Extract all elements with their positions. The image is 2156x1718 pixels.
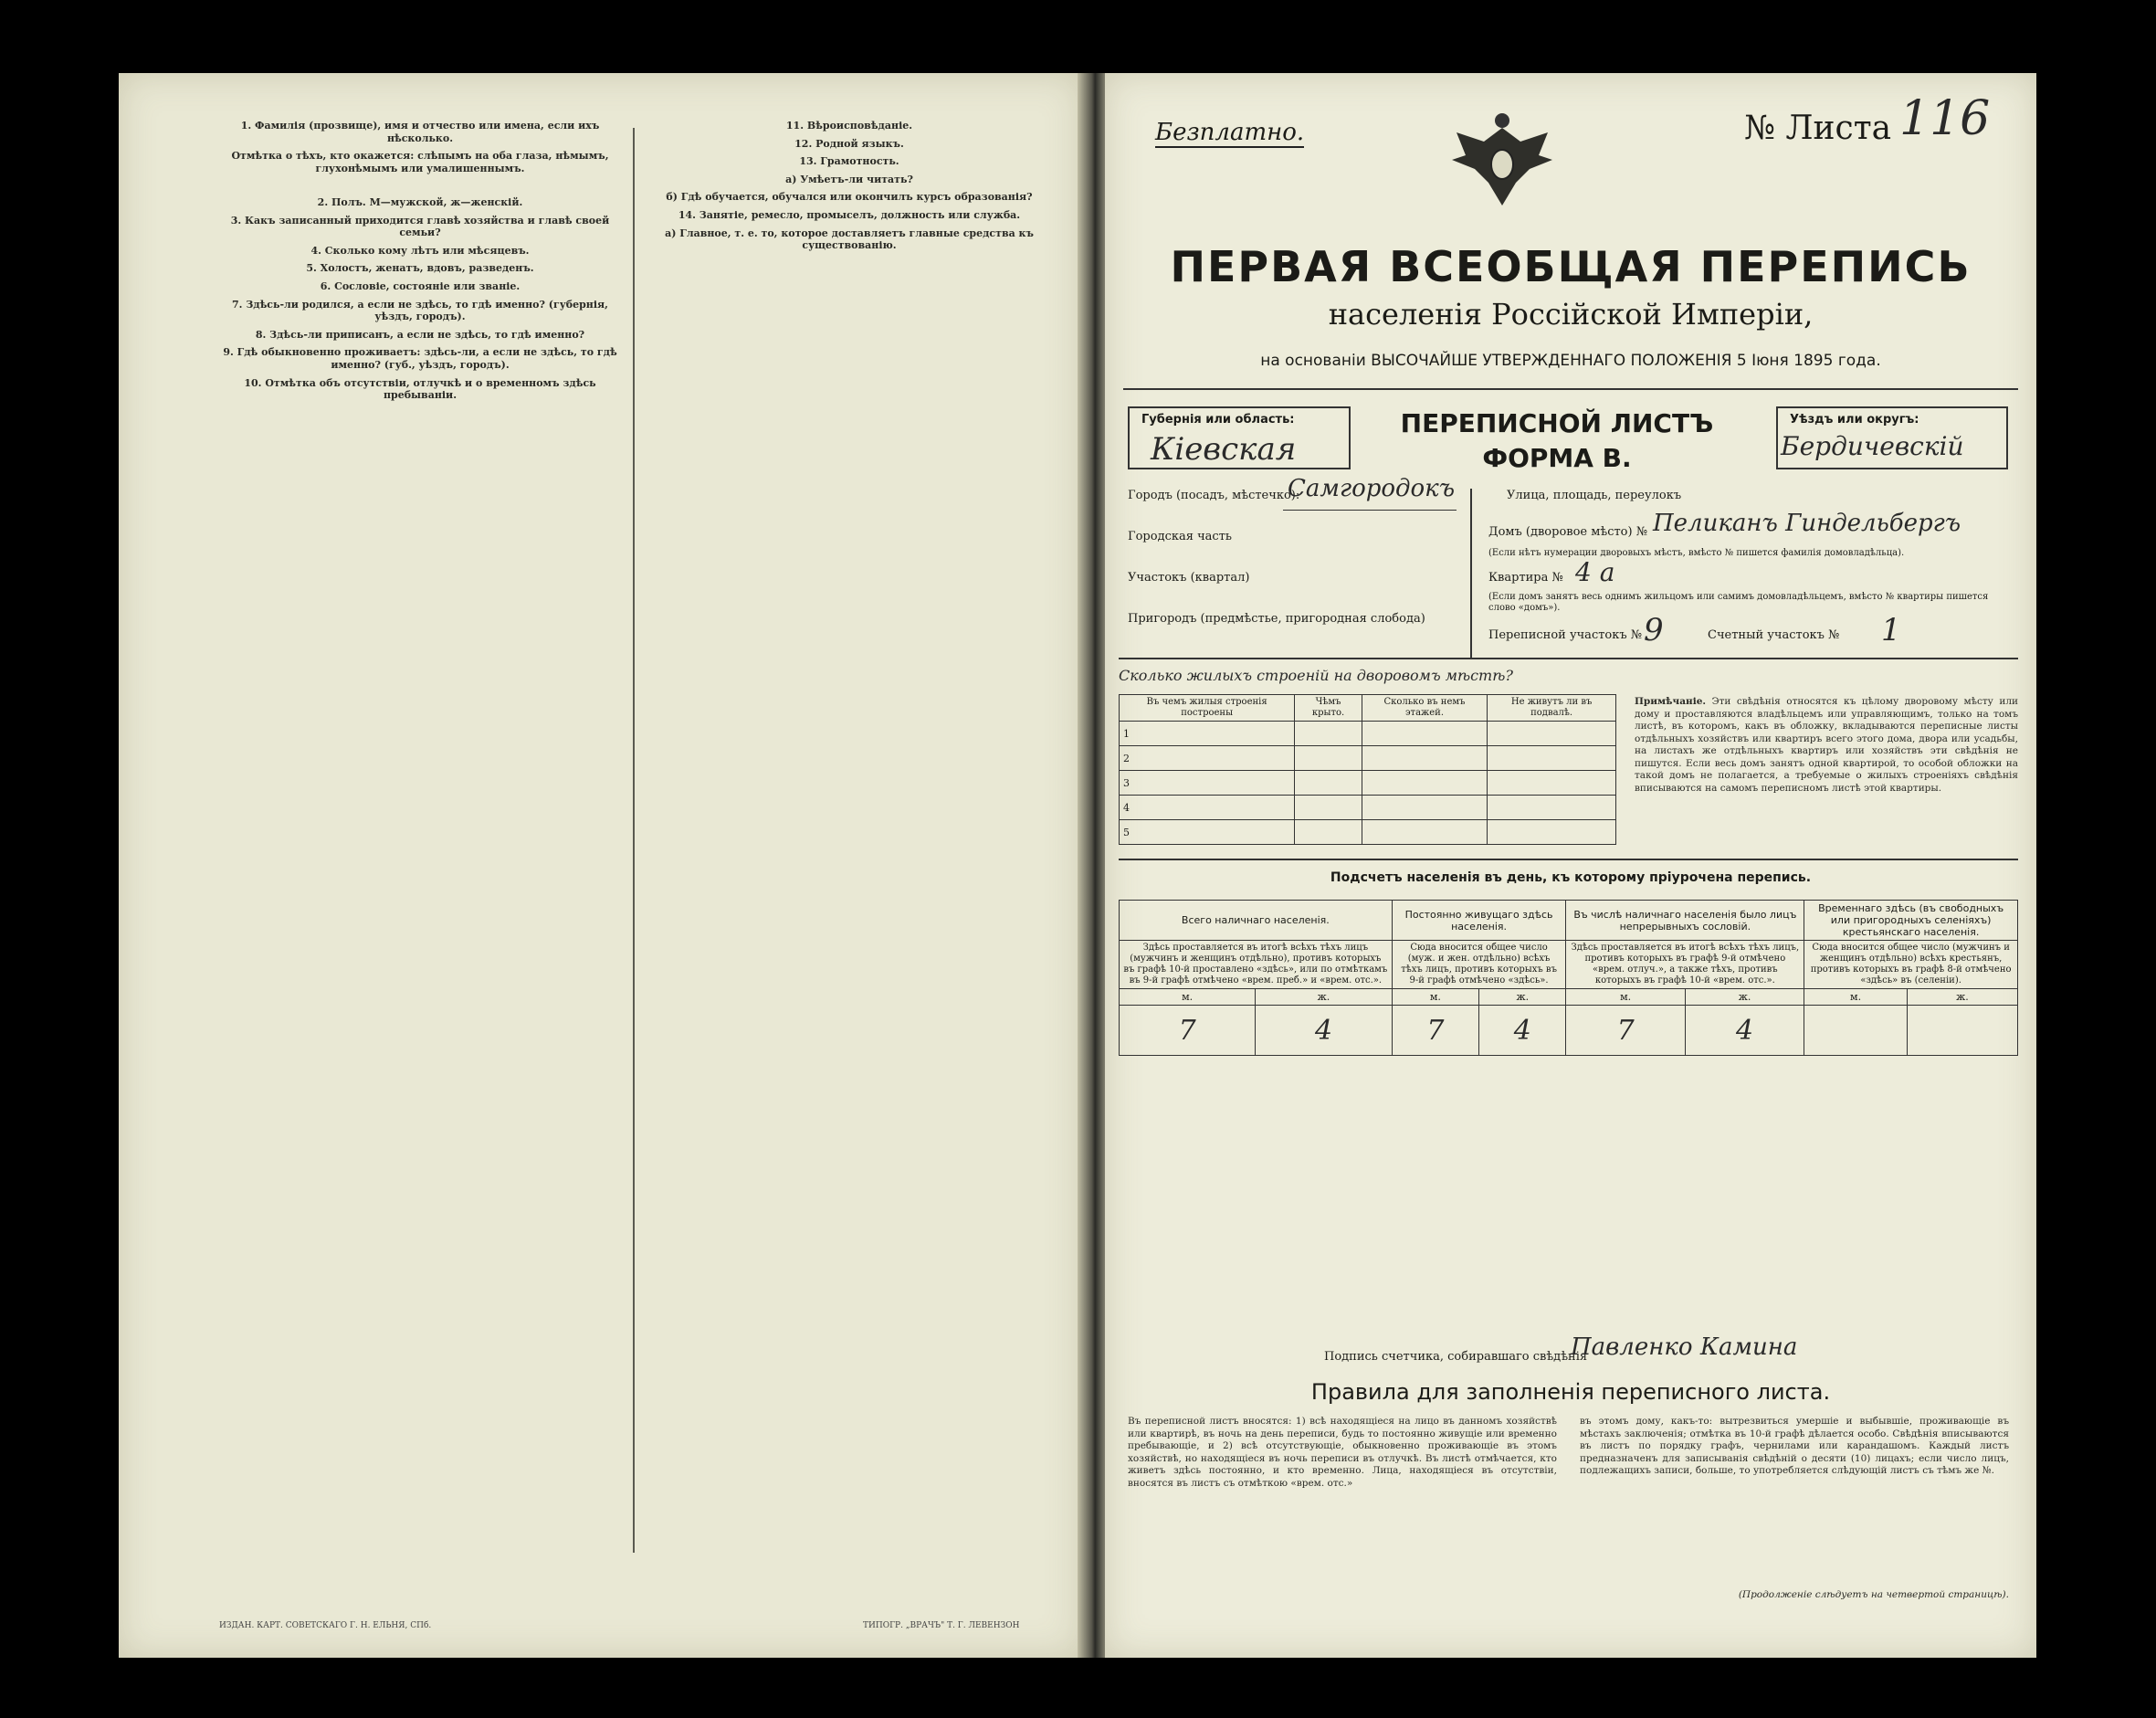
town-label: Городъ (посадъ, мѣстечко):: [1128, 489, 1300, 502]
printer-imprint-right: ТИПОГР. „ВРАЧЪ" Т. Г. ЛЕВЕНЗОН: [863, 1621, 1020, 1630]
instruction-heading-5: 5. Холостъ, женатъ, вдовъ, разведенъ.: [306, 262, 534, 275]
count-desc-permanent: Сюда вносится общее число (муж. и жен. отдѣльно) всѣхъ тѣхъ лицъ, противъ которыхъ въ 9-й графѣ отмѣчено «здѣсь».: [1392, 941, 1566, 989]
census-section-label: Переписной участокъ №: [1488, 628, 1643, 642]
instruction-heading-7: 7. Здѣсь-ли родился, а если не здѣсь, то гдѣ именно? (губернія, уѣздъ, городъ).: [232, 298, 608, 323]
divider: [1119, 658, 2018, 659]
count-header-permanent: Постоянно живущаго здѣсь населенія.: [1392, 901, 1566, 941]
instruction-heading-13a: а) Умѣетъ-ли читать?: [785, 173, 913, 185]
count-header-estates: Въ числѣ наличнаго населенія было лицъ непрерывныхъ сословій.: [1566, 901, 1804, 941]
city-part-label: Городская часть: [1128, 530, 1232, 543]
count-header-total: Всего наличнаго населенія.: [1120, 901, 1393, 941]
form-title: [1365, 406, 1749, 476]
sex-label: ж.: [1256, 989, 1392, 1006]
field-divider: [1470, 489, 1472, 658]
province-value: Кіевская: [1151, 431, 1297, 468]
suburb-label: Пригородъ (предмѣстье, пригородная слобода): [1128, 612, 1425, 626]
instruction-heading-10: 10. Отмѣтка объ отсутствіи, отлучкѣ и о временномъ здѣсь пребываніи.: [244, 376, 596, 402]
table-row: 1: [1120, 722, 1295, 746]
count-value: 7: [1120, 1006, 1256, 1056]
buildings-question: Сколько жилыхъ строеній на дворовомъ мѣстѣ?: [1119, 667, 1513, 684]
sex-label: ж.: [1479, 989, 1566, 1006]
buildings-note: [1635, 696, 2018, 795]
house-label: Домъ (дворовое мѣсто) №: [1488, 525, 1648, 539]
sex-label: ж.: [1907, 989, 2017, 1006]
table-row: 3: [1120, 771, 1295, 796]
form-title-line-1: ПЕРЕПИСНОЙ ЛИСТЪ: [1400, 408, 1714, 438]
population-count-table: [1119, 900, 2018, 1056]
form-title-line-2: ФОРМА В.: [1482, 443, 1632, 473]
note-text: Эти свѣдѣнія относятся къ цѣлому дворовому мѣсту или дому и проставляются владѣльцемъ или управляющимъ, только на томъ листѣ, въ которомъ, какъ въ обложку, вкладываются переписные листы отдѣльныхъ хозяйствъ или квартиръ всего этого дома, двора или усадьбы, на листахъ же отдѣльныхъ квартиръ или хозяйствъ эти свѣдѣнія не пишутся. Если весь домъ занятъ одной квартирой, то особой обложки на такой домъ не полагается, а требуемые о жилыхъ строеніяхъ свѣдѣнія вписываются на самомъ переписномъ листѣ этой квартиры.: [1635, 696, 2019, 794]
open-book: [119, 73, 2036, 1658]
count-value: 4: [1685, 1006, 1804, 1056]
count-value: [1907, 1006, 2017, 1056]
count-desc-estates: Здѣсь проставляется въ итогѣ всѣхъ тѣхъ лицъ, противъ которыхъ въ графѣ 9-й отмѣчено «врем. отлуч.», а также тѣхъ, противъ которыхъ въ графѣ 10-й «врем. отс.».: [1566, 941, 1804, 989]
table-row: 2: [1120, 746, 1295, 771]
left-page-instructions: [119, 73, 1082, 1658]
count-desc-total: Здѣсь проставляется въ итогѣ всѣхъ тѣхъ лицъ (мужчинъ и женщинъ отдѣльно), противъ которыхъ въ графѣ 10-й проставлено «здѣсь», или по отмѣткамъ въ 9-й графѣ отмѣчено «врем. преб.» и «врем. отс.».: [1120, 941, 1393, 989]
instruction-heading-14a: а) Главное, т. е. то, которое доставляетъ главные средства къ существованію.: [665, 227, 1034, 252]
buildings-header-roof: Чѣмъ крыто.: [1295, 695, 1362, 722]
instruction-heading-13: 13. Грамотность.: [799, 155, 899, 168]
instruction-heading-2: 2. Полъ. М—мужской, ж—женскій.: [317, 195, 523, 208]
imperial-eagle-emblem-icon: [1447, 110, 1557, 210]
sheet-number-label: № Листа: [1744, 110, 1892, 147]
instructions-column-1: [219, 114, 621, 406]
divider: [1123, 388, 2018, 390]
district-label: Уѣздъ или округъ:: [1790, 413, 1919, 427]
instruction-heading-9: 9. Гдѣ обыкновенно проживаетъ: здѣсь-ли, а если не здѣсь, то гдѣ именно? (губ., уѣздъ, городъ).: [223, 346, 617, 371]
right-page-census-form: [1105, 73, 2036, 1658]
apartment-note: (Если домъ занятъ весь однимъ жильцомъ или самимъ домовладѣльцемъ, вмѣсто № квартиры пишется слово «домъ»).: [1488, 592, 1989, 613]
buildings-header-material: Въ чемъ жилыя строенія построены: [1120, 695, 1295, 722]
sex-label: м.: [1120, 989, 1256, 1006]
underline: [1283, 510, 1457, 511]
rules-column-1: Въ переписной листъ вносятся: 1) всѣ находящіеся на лицо въ данномъ хозяйствѣ или квартирѣ, въ ночь на день переписи, будь то постоянно живущіе или временно пребывающіе, и 2) всѣ отсутствующіе, обыкновенно проживающіе въ этомъ хозяйствѣ, но находящіеся въ ночь переписи въ отлучкѣ. Въ листѣ отмѣчается, кто живетъ здѣсь постоянно, и кто временно. Лица, находящіеся въ отсутствіи, вносятся въ листъ съ отмѣткою «врем. отс.»: [1128, 1416, 1557, 1489]
legal-basis: на основаніи ВЫСОЧАЙШЕ УТВЕРЖДЕННАГО ПОЛОЖЕНІЯ 5 Іюня 1895 года.: [1260, 352, 1881, 370]
printer-imprint: ИЗДАН. КАРТ. СОВЕТСКАГО Г. Н. ЕЛЬНЯ, СПб.: [219, 1621, 432, 1630]
count-value: 4: [1479, 1006, 1566, 1056]
buildings-header-basement: Не живутъ ли въ подвалѣ.: [1488, 695, 1616, 722]
instruction-heading-14: 14. Занятіе, ремесло, промыселъ, должность или служба.: [678, 208, 1021, 221]
count-value: [1804, 1006, 1908, 1056]
instruction-heading-13b: б) Гдѣ обучается, обучался или окончилъ курсъ образованія?: [666, 191, 1033, 204]
sex-label: м.: [1392, 989, 1478, 1006]
instruction-heading-4: 4. Сколько кому лѣтъ или мѣсяцевъ.: [310, 244, 530, 257]
count-value: 4: [1256, 1006, 1392, 1056]
rules-column-2: въ этомъ дому, какъ-то: вытрезвиться умершіе и выбывшіе, проживающіе въ мѣстахъ заключенія; отмѣтка въ 10-й графѣ дѣлается особо. Свѣдѣнія вписываются въ листъ по порядку графъ, чернилами или карандашомъ. Каждый листъ предназначенъ для записыванія свѣдѣній о десяти (10) лицахъ; если число лицъ, подлежащихъ записи, больше, то употребляется слѣдующій листъ съ тѣмъ же №.: [1580, 1416, 2009, 1476]
district-value: Бердичевскій: [1781, 431, 1964, 461]
instruction-heading-11: 11. Вѣроисповѣданіе.: [785, 120, 913, 132]
instruction-heading-12: 12. Родной языкъ.: [794, 137, 904, 150]
count-value: 7: [1392, 1006, 1478, 1056]
sex-label: м.: [1804, 989, 1908, 1006]
column-divider: [633, 128, 635, 1553]
house-note: (Если нѣтъ нумерации дворовыхъ мѣстъ, вмѣсто № пишется фамилія домовладѣльца).: [1488, 548, 1905, 558]
note-title: Примѣчаніе.: [1635, 696, 1707, 707]
sex-label: ж.: [1685, 989, 1804, 1006]
table-row: 4: [1120, 796, 1295, 820]
section-label: Участокъ (квартал): [1128, 571, 1250, 585]
count-header-temporary: Временнаго здѣсь (въ свободныхъ или пригородныхъ селеніяхъ) крестьянскаго населенія.: [1804, 901, 2018, 941]
count-title: Подсчетъ населенія въ день, къ которому пріурочена перепись.: [1330, 870, 1812, 885]
house-value: Пеликанъ Гиндельбергъ: [1653, 510, 1961, 537]
count-value: 7: [1566, 1006, 1685, 1056]
census-subtitle: населенія Россійской Имперіи,: [1328, 297, 1814, 332]
signature-label: Подпись счетчика, собиравшаго свѣдѣнія: [1324, 1350, 1588, 1364]
census-section-value: 9: [1644, 612, 1664, 648]
instruction-heading-8: 8. Здѣсь-ли приписанъ, а если не здѣсь, то гдѣ именно?: [255, 328, 585, 341]
counting-section-label: Счетный участокъ №: [1708, 628, 1840, 642]
free-of-charge-label: Безплатно.: [1155, 119, 1305, 146]
buildings-header-floors: Сколько въ немъ этажей.: [1362, 695, 1487, 722]
count-desc-temporary: Сюда вносится общее число (мужчинъ и женщинъ отдѣльно) всѣхъ крестьянъ, противъ которыхъ въ графѣ 8-й отмѣчено «здѣсь» въ (селеніи).: [1804, 941, 2018, 989]
signature-value: Павленко Камина: [1571, 1333, 1798, 1361]
table-row: 5: [1120, 820, 1295, 845]
instruction-heading-3: 3. Какъ записанный приходится главѣ хозяйства и главѣ своей семьи?: [230, 214, 610, 239]
rules-continuation-note: (Продолженіе слѣдуетъ на четвертой страницѣ).: [1738, 1589, 2009, 1600]
sheet-number-value: 116: [1899, 91, 1991, 146]
census-title: ПЕРВАЯ ВСЕОБЩАЯ ПЕРЕПИСЬ: [1170, 242, 1972, 291]
street-label: Улица, площадь, переулокъ: [1507, 489, 1682, 502]
instruction-heading-6: 6. Сословіе, состояніе или званіе.: [320, 279, 521, 292]
rules-title: Правила для заполненія переписного листа.: [1310, 1379, 1831, 1405]
instructions-column-2: [648, 114, 1050, 256]
sex-label: м.: [1566, 989, 1685, 1006]
town-value: Самгородокъ: [1288, 475, 1456, 502]
counting-section-value: 1: [1881, 612, 1901, 648]
instruction-body-text: [219, 178, 621, 191]
apartment-value: 4 а: [1575, 557, 1615, 587]
buildings-table: [1119, 694, 1616, 845]
divider: [1119, 859, 2018, 860]
instruction-heading-1: 1. Фамилія (прозвище), имя и отчество или имена, если ихъ нѣсколько.: [240, 120, 600, 144]
province-label: Губернія или область:: [1141, 413, 1295, 427]
instruction-heading-1b: Отмѣтка о тѣхъ, кто окажется: слѣпымъ на оба глаза, нѣмымъ, глухонѣмымъ или умалишеннымъ.: [231, 150, 609, 174]
apartment-label: Квартира №: [1488, 571, 1563, 585]
